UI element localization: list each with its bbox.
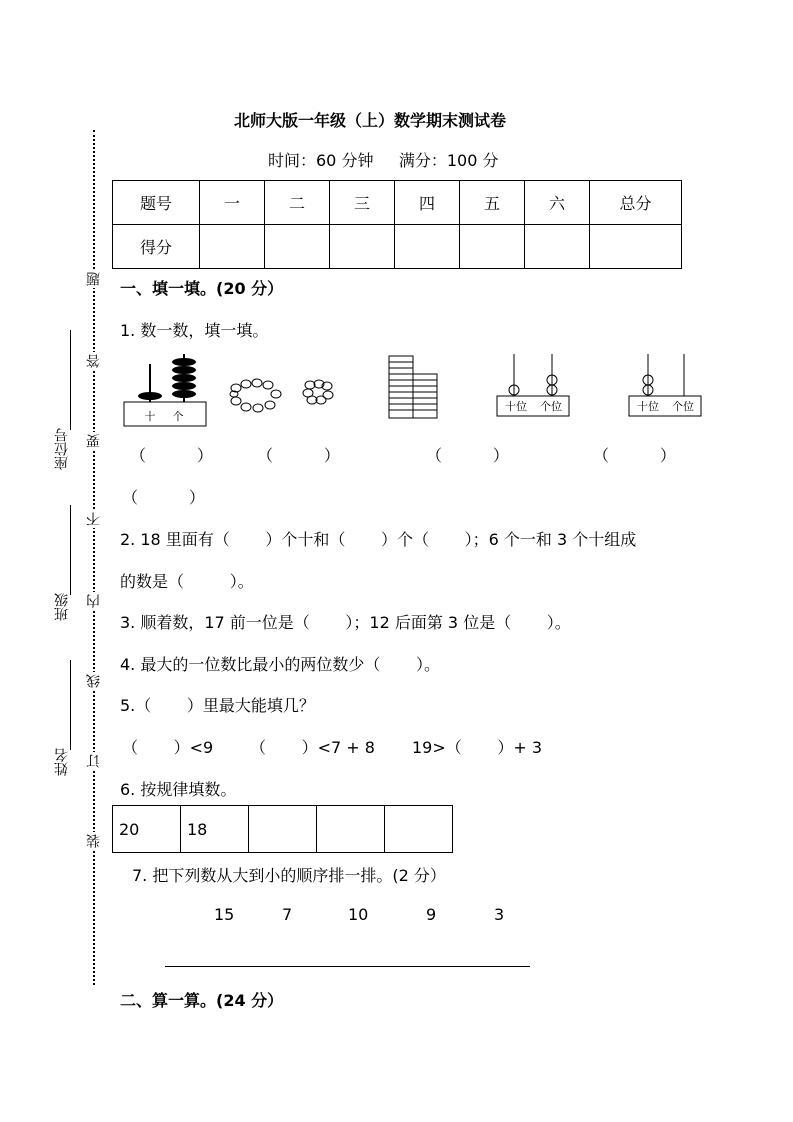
bead-ring-figure	[228, 378, 283, 414]
seal-char: 订	[86, 754, 102, 768]
seal-char: 要	[86, 434, 102, 448]
sort-number: 15	[214, 905, 235, 924]
score-cell-4: 四	[395, 181, 460, 225]
seat-field-line[interactable]	[70, 330, 71, 430]
abacus-tens-label: 十	[144, 410, 156, 423]
score-blank[interactable]	[200, 225, 265, 269]
score-table-header-row	[113, 181, 682, 225]
sequence-blank[interactable]	[385, 806, 453, 853]
score-cell-1: 一	[200, 181, 265, 225]
question-1: 1. 数一数，填一填。	[120, 321, 269, 340]
score-blank[interactable]	[395, 225, 460, 269]
q5-item[interactable]: （ ）<9	[122, 738, 214, 757]
seal-char: 内	[86, 594, 102, 608]
tens-place-label: 十位	[505, 400, 527, 413]
answer-blank[interactable]: （ ）	[257, 446, 340, 465]
abacus-ones-label: 个	[172, 410, 184, 423]
bead-cluster-figure	[302, 378, 334, 406]
score-blank[interactable]	[330, 225, 395, 269]
sequence-cell: 20	[113, 806, 181, 853]
score-cell-3: 三	[330, 181, 395, 225]
score-cell-5: 五	[460, 181, 525, 225]
page-title: 北师大版一年级（上）数学期末测试卷	[233, 111, 506, 130]
answer-blank[interactable]: （ ）	[130, 446, 213, 465]
answer-blank[interactable]: （ ）	[593, 446, 676, 465]
sequence-blank[interactable]	[249, 806, 317, 853]
counting-blocks-figure	[388, 354, 440, 422]
seal-char: 答	[86, 354, 102, 368]
sort-number: 10	[348, 905, 369, 924]
question-2-cont: 的数是（ ）。	[120, 572, 254, 591]
section-heading: 二、算一算。(24 分）	[120, 991, 284, 1010]
sort-number: 3	[494, 905, 505, 924]
q5-item[interactable]: （ ）<7 + 8	[250, 738, 375, 757]
sort-answer-line[interactable]	[165, 966, 530, 967]
class-field-line[interactable]	[70, 505, 71, 595]
score-blank[interactable]	[525, 225, 590, 269]
binding-dotted-line	[93, 130, 95, 985]
score-blank[interactable]	[265, 225, 330, 269]
score-blank[interactable]	[590, 225, 682, 269]
place-value-abacus-b	[628, 352, 704, 418]
q5-item[interactable]: 19>（ ）+ 3	[412, 738, 543, 757]
sequence-blank[interactable]	[317, 806, 385, 853]
sequence-cell: 18	[181, 806, 249, 853]
seal-char: 线	[86, 674, 102, 688]
score-table-score-row	[113, 225, 682, 269]
score-cell-total: 总分	[590, 181, 682, 225]
question-7: 7. 把下列数从大到小的顺序排一排。(2 分）	[132, 866, 446, 885]
answer-blank[interactable]: （ ）	[426, 446, 509, 465]
score-table	[112, 180, 682, 269]
tens-place-label: 十位	[637, 400, 659, 413]
seal-char: 题	[86, 272, 102, 286]
question-3: 3. 顺着数，17 前一位是（ ）；12 后面第 3 位是（ ）。	[120, 613, 571, 632]
sort-number: 7	[282, 905, 293, 924]
seat-label: 座位号	[54, 428, 70, 470]
seal-char: 不	[86, 512, 102, 526]
abacus-figure	[118, 352, 213, 430]
question-4: 4. 最大的一位数比最小的两位数少（ ）。	[120, 655, 440, 674]
question-2: 2. 18 里面有（ ）个十和（ ）个（ ）；6 个一和 3 个十组成	[120, 530, 637, 549]
place-value-abacus-a	[496, 352, 572, 418]
score-cell-6: 六	[525, 181, 590, 225]
exam-info: 时间：60 分钟 满分：100 分	[268, 151, 499, 170]
name-field-line[interactable]	[70, 660, 71, 750]
score-cell-2: 二	[265, 181, 330, 225]
answer-blank[interactable]: （ ）	[122, 488, 205, 507]
question-5: 5.（ ）里最大能填几？	[120, 696, 315, 715]
section-heading: 一、填一填。(20 分）	[120, 279, 284, 298]
name-label: 姓名	[54, 748, 70, 776]
ones-place-label: 个位	[540, 400, 562, 413]
class-label: 班级	[54, 593, 70, 621]
score-cell-label: 题号	[113, 181, 200, 225]
seal-char: 装	[86, 834, 102, 848]
score-blank[interactable]	[460, 225, 525, 269]
ones-place-label: 个位	[672, 400, 694, 413]
question-6: 6. 按规律填数。	[120, 780, 237, 799]
sort-number: 9	[426, 905, 437, 924]
sequence-table	[112, 805, 453, 853]
score-row-label: 得分	[113, 225, 200, 269]
